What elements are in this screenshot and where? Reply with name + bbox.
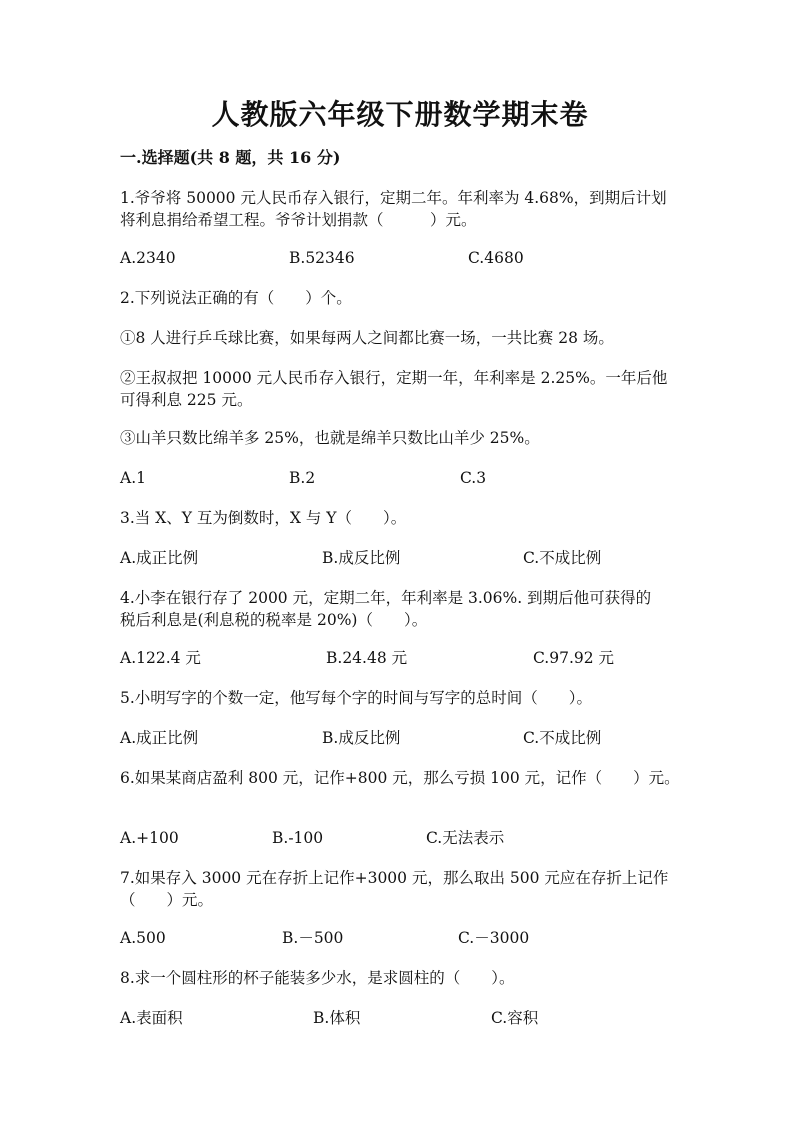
question-3: 3.当 X、Y 互为倒数时，X 与 Y（ ）。 xyxy=(120,509,407,527)
question-1-line-2: 将利息捐给希望工程。爷爷计划捐款（ ）元。 xyxy=(120,211,477,229)
question-2-option-b: B.2 xyxy=(289,469,316,487)
question-4 xyxy=(120,587,680,631)
question-2: 2.下列说法正确的有（ ）个。 xyxy=(120,289,352,307)
section-heading: 一.选择题(共 8 题，共 16 分) xyxy=(120,148,341,167)
question-7-line-2: （ ）元。 xyxy=(120,891,214,909)
question-1-option-a: A.2340 xyxy=(120,249,176,267)
question-7-line-1: 7.如果存入 3000 元在存折上记作+3000 元，那么取出 500 元应在存折上记作 xyxy=(120,869,669,887)
question-4-option-a: A.122.4 元 xyxy=(120,649,201,667)
question-4-option-b: B.24.48 元 xyxy=(326,649,408,667)
question-8-option-a: A.表面积 xyxy=(120,1009,183,1027)
question-2-statement-1: ①8 人进行乒乓球比赛，如果每两人之间都比赛一场，一共比赛 28 场。 xyxy=(120,329,614,347)
question-7-option-c: C.－3000 xyxy=(458,929,530,947)
question-6-option-b: B.-100 xyxy=(272,829,324,847)
question-4-line-2: 税后利息是(利息税的税率是 20%)（ ）。 xyxy=(120,611,428,629)
question-2-option-c: C.3 xyxy=(460,469,487,487)
question-6-option-c: C.无法表示 xyxy=(426,829,505,847)
question-4-option-c: C.97.92 元 xyxy=(533,649,615,667)
question-2-statement-2-line-2: 可得利息 225 元。 xyxy=(120,391,253,409)
question-5-option-c: C.不成比例 xyxy=(523,729,602,747)
question-8: 8.求一个圆柱形的杯子能装多少水，是求圆柱的（ ）。 xyxy=(120,969,515,987)
question-6-option-a: A.+100 xyxy=(120,829,179,847)
question-8-option-b: B.体积 xyxy=(313,1009,361,1027)
question-1 xyxy=(120,187,680,231)
question-2-statement-3: ③山羊只数比绵羊多 25%，也就是绵羊只数比山羊少 25%。 xyxy=(120,429,540,447)
question-2-option-a: A.1 xyxy=(120,469,146,487)
question-3-option-c: C.不成比例 xyxy=(523,549,602,567)
question-5-option-a: A.成正比例 xyxy=(120,729,199,747)
question-5-option-b: B.成反比例 xyxy=(322,729,401,747)
question-6: 6.如果某商店盈利 800 元，记作+800 元，那么亏损 100 元，记作（ ）元。 xyxy=(120,769,680,787)
question-5: 5.小明写字的个数一定，他写每个字的时间与写字的总时间（ ）。 xyxy=(120,689,593,707)
question-1-line-1: 1.爷爷将 50000 元人民币存入银行，定期二年。年利率为 4.68%，到期后计划 xyxy=(120,189,667,207)
question-2-statement-2-line-1: ②王叔叔把 10000 元人民币存入银行，定期一年，年利率是 2.25%。一年后他 xyxy=(120,369,668,387)
question-1-option-b: B.52346 xyxy=(289,249,355,267)
question-7-option-b: B.－500 xyxy=(282,929,344,947)
question-3-option-a: A.成正比例 xyxy=(120,549,199,567)
question-4-line-1: 4.小李在银行存了 2000 元，定期二年，年利率是 3.06%. 到期后他可获得的 xyxy=(120,589,652,607)
question-7-option-a: A.500 xyxy=(120,929,166,947)
question-1-option-c: C.4680 xyxy=(468,249,524,267)
question-8-option-c: C.容积 xyxy=(491,1009,539,1027)
question-2-statement-2 xyxy=(120,367,680,411)
page-title: 人教版六年级下册数学期末卷 xyxy=(211,98,589,131)
question-7 xyxy=(120,867,680,911)
question-3-option-b: B.成反比例 xyxy=(322,549,401,567)
